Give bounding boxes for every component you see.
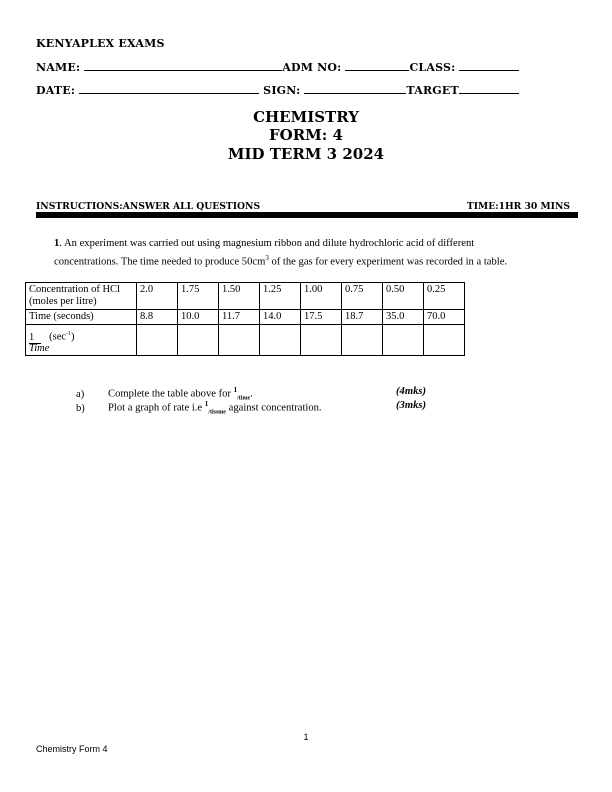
- date-label: DATE:: [36, 84, 76, 97]
- table-row: [26, 283, 465, 310]
- target-label: TARGET: [406, 84, 459, 97]
- marks-b: (3mks): [396, 400, 427, 411]
- table-cell: 1.75: [178, 283, 219, 310]
- time-header: Time (seconds): [26, 310, 137, 325]
- table-cell: 1.00: [301, 283, 342, 310]
- school-name: KENYAPLEX EXAMS: [36, 37, 165, 50]
- table-cell: 2.0: [137, 283, 178, 310]
- table-cell: 0.75: [342, 283, 383, 310]
- adm-field[interactable]: [345, 61, 409, 71]
- answer-cell[interactable]: [383, 325, 424, 356]
- answer-cell[interactable]: [260, 325, 301, 356]
- date-field[interactable]: [79, 84, 259, 94]
- time-allowed: TIME:1HR 30 MINS: [466, 201, 570, 212]
- table-cell: 8.8: [137, 310, 178, 325]
- instructions-text: INSTRUCTIONS:ANSWER ALL QUESTIONS: [36, 201, 261, 212]
- table-cell: 18.7: [342, 310, 383, 325]
- table-cell: 10.0: [178, 310, 219, 325]
- table-cell: 0.50: [383, 283, 424, 310]
- page-number: 1: [303, 732, 309, 742]
- answer-cell[interactable]: [137, 325, 178, 356]
- table-cell: 14.0: [260, 310, 301, 325]
- student-info-row-2: [36, 84, 519, 97]
- table-cell: 70.0: [424, 310, 465, 325]
- table-cell: 1.50: [219, 283, 260, 310]
- marks-a: (4mks): [396, 386, 427, 397]
- name-field[interactable]: [84, 61, 282, 71]
- table-cell: 0.25: [424, 283, 465, 310]
- name-label: NAME:: [36, 61, 81, 74]
- answer-cell[interactable]: [301, 325, 342, 356]
- table-cell: 11.7: [219, 310, 260, 325]
- student-info-row-1: [36, 61, 519, 74]
- footer-text: Chemistry Form 4: [36, 744, 108, 754]
- table-cell: 17.5: [301, 310, 342, 325]
- table-cell: 1.25: [260, 283, 301, 310]
- table-row: [26, 325, 465, 356]
- concentration-header: Concentration of HCl (moles per litre): [26, 283, 137, 310]
- sub-question-a: a) Complete the table above for $^1_{/time}$.: [76, 386, 253, 402]
- term-title: MID TERM 3 2024: [227, 145, 385, 163]
- question-1-text: 1. An experiment was carried out using magnesium ribbon and dilute hydrochloric acid of different concentrations. The time needed to produce $50cm^3$ of the gas for every experiment was recorded in a table.: [54, 238, 508, 268]
- sign-field[interactable]: [304, 84, 406, 94]
- table-cell: 35.0: [383, 310, 424, 325]
- answer-cell[interactable]: [424, 325, 465, 356]
- sub-question-b: b) Plot a graph of rate i.e $^1_{/tissme}$ against concentration.: [76, 400, 322, 416]
- results-table: [25, 282, 465, 356]
- sign-label: SIGN:: [263, 84, 301, 97]
- answer-cell[interactable]: [342, 325, 383, 356]
- target-field[interactable]: [459, 84, 519, 94]
- adm-label: ADM NO:: [282, 61, 342, 74]
- subject-title: CHEMISTRY: [253, 108, 359, 126]
- question-number: 1: [54, 238, 60, 249]
- answer-cell[interactable]: [219, 325, 260, 356]
- table-row: [26, 310, 465, 325]
- form-title: FORM: 4: [269, 126, 343, 144]
- instructions-divider: [36, 212, 578, 218]
- class-field[interactable]: [459, 61, 519, 71]
- answer-cell[interactable]: [178, 325, 219, 356]
- class-label: CLASS:: [409, 61, 456, 74]
- reciprocal-time-header: 1 $(\sec^{-1})$ Time: [26, 325, 137, 356]
